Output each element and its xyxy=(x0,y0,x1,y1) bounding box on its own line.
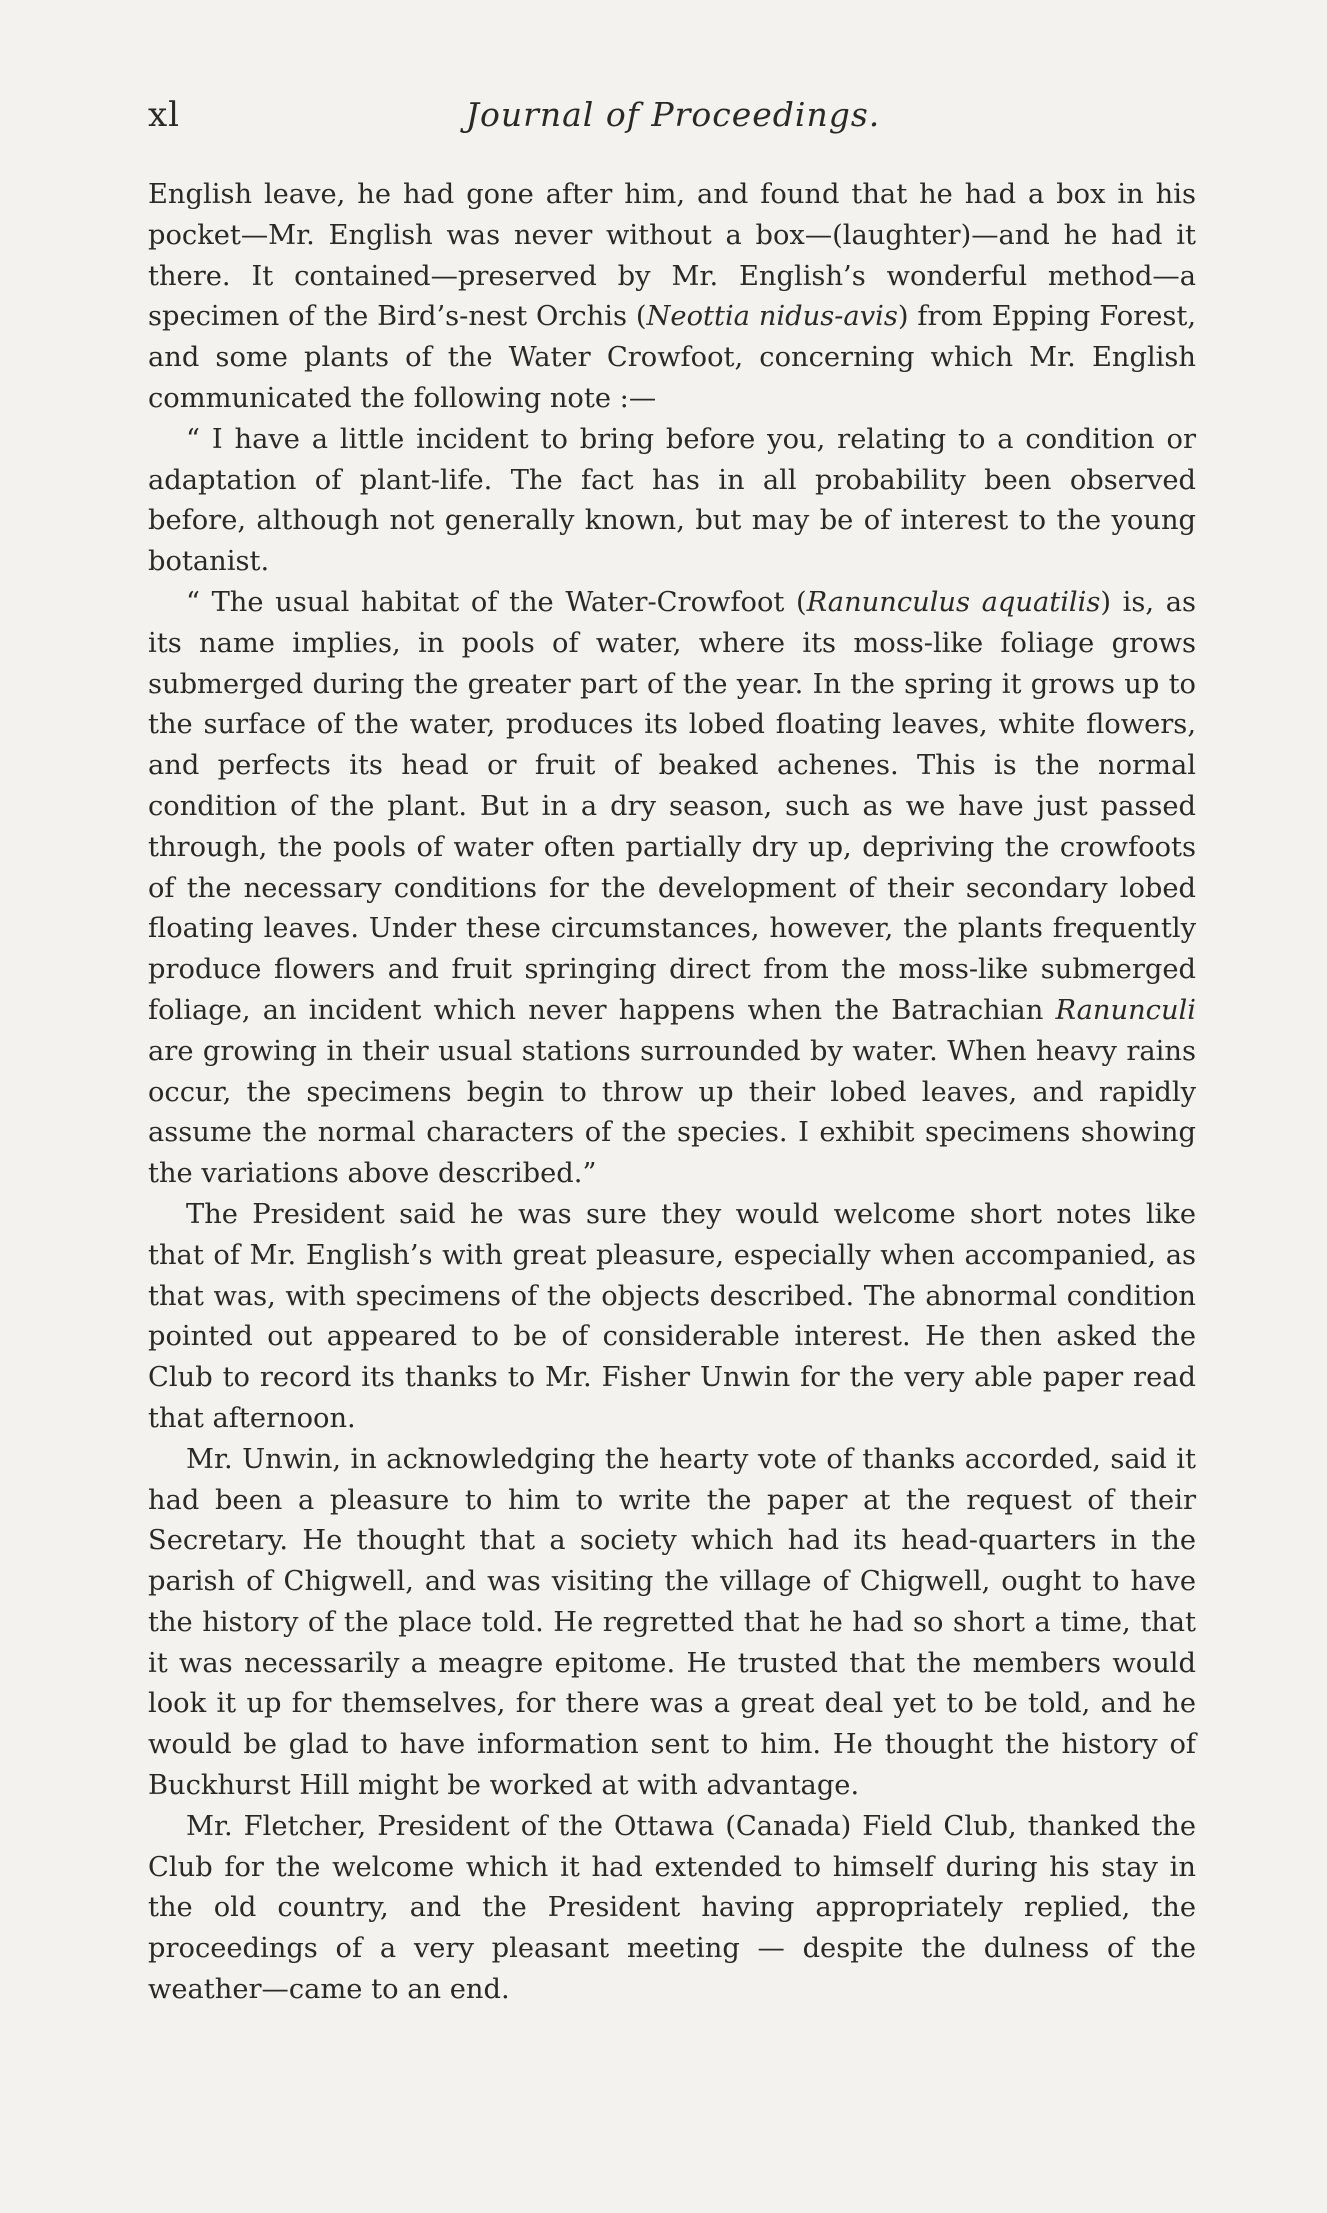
text-run: English leave, he had gone after him, and found that he had a box in his pocket—Mr. English was never without a box—(laughter)—and he had it there. It contained—preserved by Mr. English’s wonderful method—a specimen of the Bird’s-nest Orchis ( xyxy=(148,179,1196,333)
page-header xyxy=(148,95,1198,145)
genus-name: Ranunculi xyxy=(1055,994,1196,1026)
text-run: “ The usual habitat of the Water-Crowfoot ( xyxy=(186,586,807,618)
text-run: Mr. Fletcher, President of the Ottawa (Canada) Field Club, thanked the Club for the welcome which it had extended to himself during his stay in the old country, and the President having appropriately replied, the proceedings of a very pleasant meeting — despite the dulness of the weather—came to an end. xyxy=(148,1810,1196,2006)
paragraph xyxy=(148,1440,1196,1807)
paragraph xyxy=(148,1807,1196,2011)
page-number: xl xyxy=(148,95,181,135)
text-run: are growing in their usual stations surrounded by water. When heavy rains occur, the specimens begin to throw up their lobed leaves, and rapidly assume the normal characters of the species. I exhibit specimens showing the variations above described.” xyxy=(148,1035,1196,1190)
text-run: Mr. Unwin, in acknowledging the hearty vote of thanks accorded, said it had been a pleasure to him to write the paper at the request of their Secretary. He thought that a society which had its head-quarters in the parish of Chigwell, and was visiting the village of Chigwell, ought to have the history of the place told. He regretted that he had so short a time, that it was necessarily a meagre epitome. He trusted that the members would look it up for themselves, for there was a great deal yet to be told, and he would be glad to have information sent to him. He thought the history of Buckhurst Hill might be worked at with advantage. xyxy=(148,1443,1196,1802)
text-run: “ I have a little incident to bring before you, relating to a condition or adaptation of plant-life. The fact has in all probability been observed before, although not generally known, but may be of interest to the young botanist. xyxy=(148,423,1196,578)
paragraph xyxy=(148,175,1196,420)
text-run: The President said he was sure they would welcome short notes like that of Mr. English’s with great pleasure, especially when accompanied, as that was, with specimens of the objects described. The abnormal condition pointed out appeared to be of considerable interest. He then asked the Club to record its thanks to Mr. Fisher Unwin for the very able paper read that afternoon. xyxy=(148,1198,1196,1434)
text-run: ) from Epping Forest, and some plants of the Water Crowfoot, concerning which Mr. English communicated the following note :— xyxy=(148,301,1197,414)
paragraph xyxy=(148,1195,1196,1440)
species-name: Ranunculus aquatilis xyxy=(806,586,1101,618)
paragraph xyxy=(148,420,1196,583)
species-name: Neottia nidus-avis xyxy=(646,301,898,333)
paragraph xyxy=(148,583,1196,1195)
body-text xyxy=(148,175,1196,2011)
text-run: ) is, as its name implies, in pools of water, where its moss-like foliage grows submerged during the greater part of the year. In the spring it grows up to the surface of the water, produces its lobed floating leaves, white flowers, and perfects its head or fruit of beaked achenes. This is the normal condition of the plant. But in a dry season, such as we have just passed through, the pools of water often partially dry up, depriving the crowfoots of the necessary conditions for the development of their secondary lobed floating leaves. Under these circumstances, however, the plants frequently produce flowers and fruit springing direct from the moss-like submerged foliage, an incident which never happens when the Batrachian xyxy=(148,586,1196,1026)
running-head: Journal of Proceedings. xyxy=(465,95,881,134)
